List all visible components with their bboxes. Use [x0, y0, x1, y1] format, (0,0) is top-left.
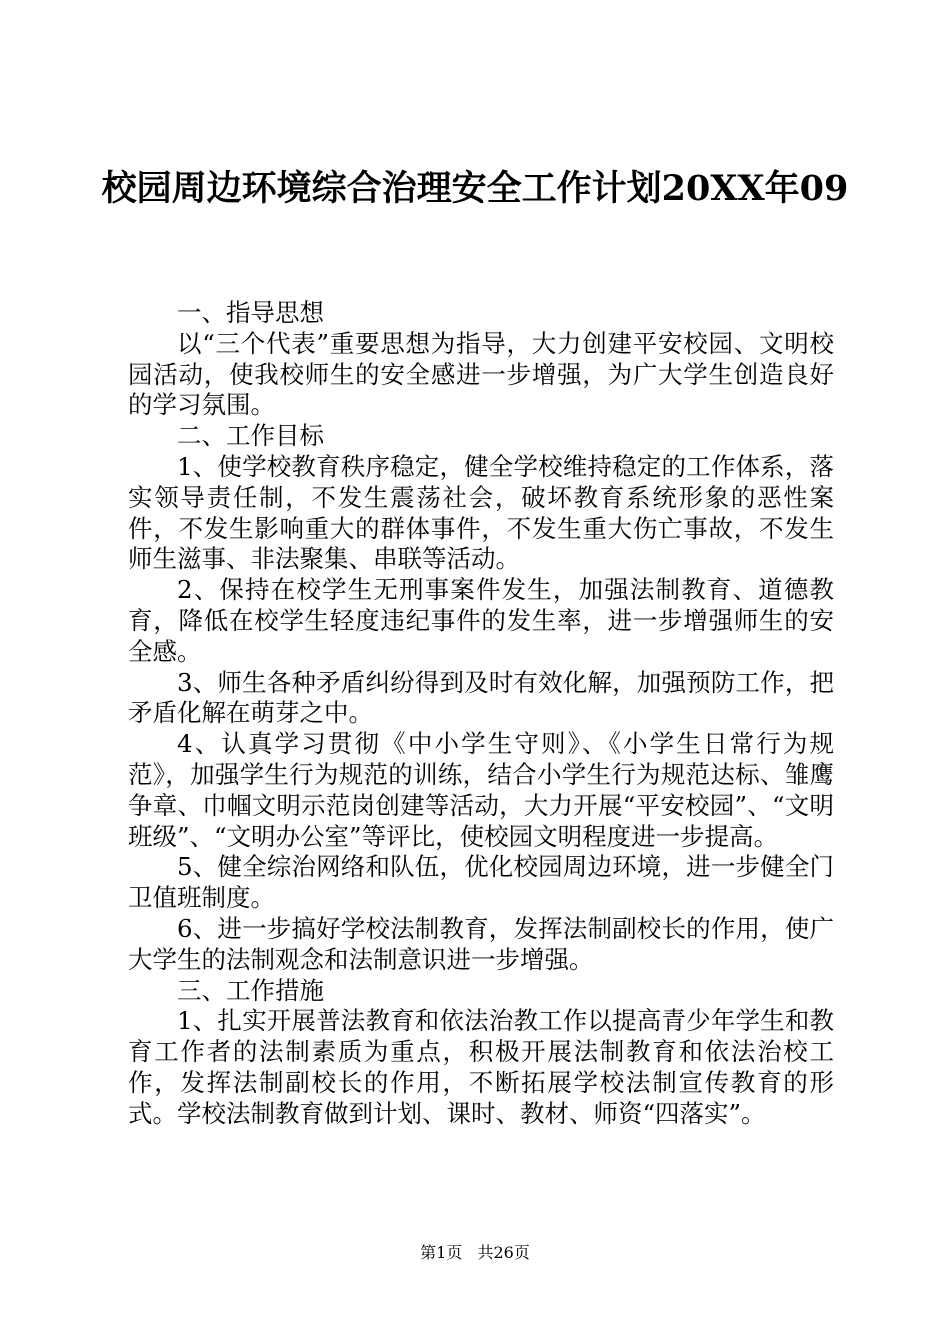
paragraph: 1、使学校教育秩序稳定，健全学校维持稳定的工作体系，落实领导责任制，不发生震荡社会，破坏教育系统形象的恶性案件，不发生影响重大的群体事件，不发生重大伤亡事故，不发生师生滋事、非法聚集、串联等活动。: [128, 451, 834, 574]
paragraph: 2、保持在校学生无刑事案件发生，加强法制教育、道德教育，降低在校学生轻度违纪事件的发生率，进一步增强师生的安全感。: [128, 575, 834, 666]
document-body: [128, 298, 834, 1130]
paragraph: 6、进一步搞好学校法制教育，发挥法制副校长的作用，使广大学生的法制观念和法制意识进一步增强。: [128, 913, 834, 974]
section-heading: 二、工作目标: [177, 421, 324, 451]
page-total: 共26页: [477, 1243, 530, 1262]
paragraph: 1、扎实开展普法教育和依法治教工作以提高青少年学生和教育工作者的法制素质为重点，积极开展法制教育和依法治校工作，发挥法制副校长的作用，不断拓展学校法制宣传教育的形式。学校法制教育做到计划、课时、教材、师资“四落实”。: [128, 1006, 834, 1128]
section-heading: 一、指导思想: [177, 298, 324, 327]
paragraph: 4、认真学习贯彻《中小学生守则》、《小学生日常行为规范》，加强学生行为规范的训练，结合小学生行为规范达标、雏鹰争章、巾帼文明示范岗创建等活动，大力开展“平安校园”、“文明班级”、“文明办公室”等评比，使校园文明程度进一步提高。: [128, 729, 834, 851]
page-footer: [0, 1241, 950, 1265]
page-number: 第1页: [420, 1243, 463, 1262]
section-heading: 三、工作措施: [177, 975, 324, 1005]
document-title: 校园周边环境综合治理安全工作计划20XX年09: [101, 168, 849, 209]
paragraph: 5、健全综治网络和队伍，优化校园周边环境，进一步健全门卫值班制度。: [128, 852, 834, 913]
paragraph: 3、师生各种矛盾纠纷得到及时有效化解，加强预防工作，把矛盾化解在萌芽之中。: [128, 667, 834, 728]
paragraph: 以“三个代表”重要思想为指导，大力创建平安校园、文明校园活动，使我校师生的安全感进一步增强，为广大学生创造良好的学习氛围。: [128, 328, 834, 420]
